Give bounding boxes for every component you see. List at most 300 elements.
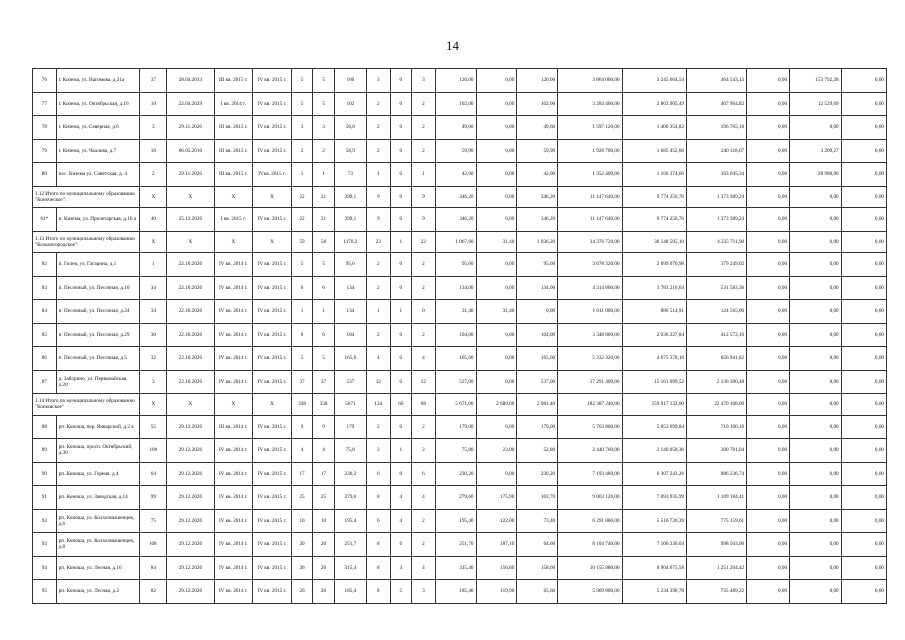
table-cell: 10: [313, 509, 334, 533]
table-cell: III кв. 2015 г.: [214, 69, 253, 93]
table-cell: 22: [412, 231, 436, 253]
table-cell: 0,00: [476, 139, 517, 163]
table-cell: 0,00: [790, 439, 842, 463]
table-cell: 22: [291, 186, 312, 208]
table-cell: 3: [412, 69, 436, 93]
table-cell: IV кв. 2014 г.: [214, 347, 253, 371]
table-cell: 1: [313, 300, 334, 324]
resettlement-registry-table: [32, 68, 887, 604]
table-cell: 156,80: [476, 556, 517, 580]
table-cell: IV кв. 2015 г.: [253, 116, 292, 140]
table-cell: X: [167, 394, 214, 416]
table-cell: 5: [291, 347, 312, 371]
subtotal-row: [33, 394, 887, 416]
table-cell: 3 209,27: [790, 139, 842, 163]
table-cell: 0: [390, 208, 411, 232]
table-cell: 11 147 640,00: [558, 208, 622, 232]
subtotal-label: 1.13 Итого по муниципальному образованию "Козьмогородское":: [33, 231, 140, 253]
table-cell: 0,00: [747, 439, 790, 463]
table-cell: 0,00: [747, 231, 790, 253]
table-cell: 5: [313, 253, 334, 277]
address-cell: рп. Коноша, пер. Январский, д.2 а: [56, 415, 140, 439]
table-cell: IV кв. 2015 г.: [253, 415, 292, 439]
table-cell: 1 011 080,00: [558, 300, 622, 324]
table-cell: 1 352 400,00: [558, 163, 622, 187]
table-cell: 29.12.2026: [167, 509, 214, 533]
table-cell: 49,60: [517, 116, 558, 140]
table-cell: 1 036,20: [517, 231, 558, 253]
table-cell: 886 236,74: [687, 462, 747, 486]
table-cell: 0: [390, 139, 411, 163]
table-cell: 2 699 070,98: [622, 253, 686, 277]
table-cell: 0: [390, 323, 411, 347]
address-cell: пос. Кизема ул. Советская, д. 4: [56, 163, 140, 187]
table-cell: 0,00: [517, 300, 558, 324]
table-cell: 300 701,64: [687, 439, 747, 463]
row-number-cell: 91: [33, 486, 57, 510]
table-cell: 2: [412, 253, 436, 277]
table-cell: 656 941,82: [687, 347, 747, 371]
table-cell: 346,20: [517, 186, 558, 208]
table-cell: 9: [412, 208, 436, 232]
table-cell: 2: [412, 116, 436, 140]
table-cell: 0,00: [841, 415, 886, 439]
table-cell: 37: [313, 370, 334, 394]
table-cell: 1 067,60: [435, 231, 476, 253]
table-cell: 2 863 905,49: [622, 92, 686, 116]
table-cell: 4: [412, 556, 436, 580]
table-cell: IV кв. 2015 г.: [253, 509, 292, 533]
table-cell: X: [214, 186, 253, 208]
table-cell: 2: [366, 323, 390, 347]
table-cell: 58,9: [334, 139, 366, 163]
table-cell: 21: [313, 208, 334, 232]
table-row: [33, 208, 887, 232]
table-cell: 165,60: [517, 347, 558, 371]
table-cell: 0,00: [841, 300, 886, 324]
table-cell: 0,00: [790, 253, 842, 277]
table-cell: 0,00: [841, 323, 886, 347]
row-number-cell: 83: [33, 276, 57, 300]
row-number-cell: 86: [33, 347, 57, 371]
table-cell: 3 348 800,00: [558, 323, 622, 347]
table-cell: 315,40: [435, 556, 476, 580]
table-row: [33, 116, 887, 140]
table-cell: 160: [334, 69, 366, 93]
table-cell: 0,00: [841, 462, 886, 486]
table-cell: IV кв. 2014 г.: [214, 509, 253, 533]
table-cell: 102,00: [517, 92, 558, 116]
table-cell: 2: [412, 92, 436, 116]
table-cell: 1 251 204,42: [687, 556, 747, 580]
table-cell: 11 147 640,00: [558, 186, 622, 208]
table-row: [33, 69, 887, 93]
table-cell: 26: [291, 556, 312, 580]
table-cell: 775 159,61: [687, 509, 747, 533]
table-cell: IV кв. 2014 г.: [214, 580, 253, 604]
table-cell: 1: [291, 300, 312, 324]
row-number-cell: 81*: [33, 208, 57, 232]
table-cell: 134: [334, 300, 366, 324]
table-cell: 4: [313, 439, 334, 463]
table-cell: 537: [334, 370, 366, 394]
table-cell: 2: [366, 139, 390, 163]
table-cell: IV кв. 2014 г.: [214, 556, 253, 580]
row-number-cell: 87: [33, 370, 57, 394]
table-row: [33, 300, 887, 324]
table-cell: IV кв. 2015 г.: [253, 439, 292, 463]
table-cell: 31,40: [435, 300, 476, 324]
table-cell: 134: [334, 276, 366, 300]
table-cell: 0,00: [790, 533, 842, 557]
address-cell: рп. Коноша, ул. Колхозмышенцев, д.6: [56, 509, 140, 533]
table-cell: 84: [140, 556, 167, 580]
table-cell: 0,00: [476, 415, 517, 439]
table-cell: 120,00: [435, 69, 476, 93]
table-cell: 22.10.2026: [167, 276, 214, 300]
table-cell: 0,00: [790, 116, 842, 140]
table-cell: 122,00: [476, 509, 517, 533]
table-row: [33, 580, 887, 604]
table-cell: 0,00: [747, 276, 790, 300]
table-cell: 0,00: [841, 509, 886, 533]
table-cell: III кв. 2014 г.: [214, 415, 253, 439]
table-cell: 1: [390, 439, 411, 463]
table-cell: 0,00: [790, 394, 842, 416]
table-cell: 9 003 120,00: [558, 486, 622, 510]
table-cell: 537,00: [517, 370, 558, 394]
row-number-cell: 88: [33, 415, 57, 439]
table-cell: 73,40: [517, 509, 558, 533]
table-cell: 2: [412, 509, 436, 533]
address-cell: п. Кизема, ул. Пролетарская, д.16 а: [56, 208, 140, 232]
table-cell: 0,00: [841, 533, 886, 557]
row-number-cell: 77: [33, 92, 57, 116]
table-cell: 0,00: [841, 394, 886, 416]
table-cell: 95,6: [334, 253, 366, 277]
table-cell: 0,00: [747, 462, 790, 486]
row-number-cell: 76: [33, 69, 57, 93]
table-cell: 1170,2: [334, 231, 366, 253]
table-cell: 0,00: [790, 486, 842, 510]
table-cell: 18: [140, 139, 167, 163]
table-cell: 0,00: [790, 300, 842, 324]
table-cell: 0,00: [841, 116, 886, 140]
table-cell: IVкв. 2015 г.: [253, 163, 292, 187]
table-cell: 5: [390, 580, 411, 604]
table-cell: 2: [412, 415, 436, 439]
table-cell: 95,60: [435, 253, 476, 277]
table-cell: 26: [313, 580, 334, 604]
table-cell: 0: [390, 462, 411, 486]
table-cell: 0,00: [841, 276, 886, 300]
table-cell: 0,00: [747, 486, 790, 510]
table-cell: 0,00: [841, 231, 886, 253]
table-cell: 42,00: [517, 163, 558, 187]
table-cell: IV кв. 2015 г.: [253, 276, 292, 300]
table-row: [33, 276, 887, 300]
table-cell: 22: [291, 208, 312, 232]
table-cell: 1: [412, 163, 436, 187]
table-cell: 5: [291, 92, 312, 116]
table-cell: 3: [366, 439, 390, 463]
table-cell: 0,00: [747, 556, 790, 580]
table-cell: 1: [390, 231, 411, 253]
table-cell: 124 565,06: [687, 300, 747, 324]
table-cell: 2 981,40: [517, 394, 558, 416]
table-cell: 5: [291, 253, 312, 277]
table-cell: 59,90: [435, 139, 476, 163]
table-cell: 2 130 300,48: [687, 370, 747, 394]
table-cell: 103,70: [517, 486, 558, 510]
table-cell: 99: [140, 486, 167, 510]
table-cell: 399,1: [334, 186, 366, 208]
table-cell: X: [140, 231, 167, 253]
table-cell: 2: [412, 439, 436, 463]
table-cell: 3: [140, 370, 167, 394]
table-cell: X: [140, 186, 167, 208]
table-cell: i08: [140, 533, 167, 557]
table-cell: 29.11.2026: [167, 163, 214, 187]
table-cell: 0,00: [841, 347, 886, 371]
table-cell: 3 864 000,00: [558, 69, 622, 93]
table-row: [33, 139, 887, 163]
table-cell: 0,00: [841, 580, 886, 604]
table-cell: 179,00: [435, 415, 476, 439]
table-cell: 102: [334, 92, 366, 116]
table-cell: 06.05.2010: [167, 139, 214, 163]
table-cell: 4 235 711,90: [687, 231, 747, 253]
table-cell: 2: [366, 116, 390, 140]
address-cell: д. Заборино, ул. Первомайская, д.20: [56, 370, 140, 394]
table-cell: 29.12.2026: [167, 533, 214, 557]
table-cell: 5 671,00: [435, 394, 476, 416]
table-cell: 346,20: [435, 186, 476, 208]
table-cell: 2: [140, 163, 167, 187]
table-cell: 119,90: [476, 580, 517, 604]
table-cell: 0,00: [790, 208, 842, 232]
table-cell: 0: [390, 163, 411, 187]
table-cell: 2 936 227,84: [622, 323, 686, 347]
table-cell: 3: [366, 69, 390, 93]
table-cell: 9: [313, 415, 334, 439]
table-cell: 26: [313, 556, 334, 580]
table-cell: 134: [366, 394, 390, 416]
table-cell: 66: [390, 394, 411, 416]
table-cell: 29.12.2026: [167, 556, 214, 580]
table-cell: 0,00: [747, 580, 790, 604]
table-cell: 7 106 236,04: [622, 533, 686, 557]
table-row: [33, 439, 887, 463]
table-cell: 8: [366, 556, 390, 580]
table-cell: 20: [313, 533, 334, 557]
table-cell: 8 904 675,58: [622, 556, 686, 580]
table-cell: 0: [412, 300, 436, 324]
table-cell: 12 529,69: [790, 92, 842, 116]
table-cell: 998 503,96: [687, 533, 747, 557]
table-cell: 5 053 699,84: [622, 415, 686, 439]
table-cell: 0,00: [747, 509, 790, 533]
table-cell: 0: [390, 370, 411, 394]
table-cell: 22.10.2026: [167, 347, 214, 371]
table-cell: IV кв. 2015 г.: [253, 462, 292, 486]
table-cell: 120,00: [517, 69, 558, 93]
table-cell: X: [253, 394, 292, 416]
table-cell: 0,00: [747, 253, 790, 277]
table-cell: 56,8: [334, 116, 366, 140]
table-cell: 20: [291, 533, 312, 557]
table-cell: 17: [291, 462, 312, 486]
row-number-cell: 92: [33, 509, 57, 533]
table-cell: 4: [291, 439, 312, 463]
table-cell: 0,00: [476, 186, 517, 208]
table-cell: 8 104 740,00: [558, 533, 622, 557]
table-cell: 2 440 760,00: [558, 439, 622, 463]
table-cell: 2 140 058,36: [622, 439, 686, 463]
table-cell: 0,00: [476, 163, 517, 187]
row-number-cell: 78: [33, 116, 57, 140]
table-cell: 251,7: [334, 533, 366, 557]
table-cell: 64: [140, 462, 167, 486]
table-cell: 0,00: [841, 139, 886, 163]
table-cell: 196 765,18: [687, 116, 747, 140]
table-cell: 3 284 400,00: [558, 92, 622, 116]
row-number-cell: 80: [33, 163, 57, 187]
table-cell: 0,00: [476, 208, 517, 232]
table-cell: 0,00: [790, 186, 842, 208]
table-row: [33, 347, 887, 371]
table-cell: 0,00: [476, 69, 517, 93]
table-cell: 1: [291, 163, 312, 187]
table-cell: 3: [291, 116, 312, 140]
table-cell: 30: [140, 323, 167, 347]
table-cell: 73: [334, 163, 366, 187]
table-cell: 175,90: [476, 486, 517, 510]
table-cell: 23,00: [476, 439, 517, 463]
table-cell: 37: [291, 370, 312, 394]
table-cell: 8: [366, 580, 390, 604]
table-cell: 32: [140, 347, 167, 371]
table-cell: 3: [140, 116, 167, 140]
table-cell: 8: [366, 533, 390, 557]
table-cell: X: [167, 186, 214, 208]
table-cell: 6 307 243,26: [622, 462, 686, 486]
table-cell: 34 376 720,00: [558, 231, 622, 253]
table-cell: 6: [291, 276, 312, 300]
table-cell: 64,60: [517, 533, 558, 557]
table-cell: 9: [366, 208, 390, 232]
table-cell: 12: [412, 370, 436, 394]
table-cell: 23: [366, 231, 390, 253]
table-cell: 28 980,00: [790, 163, 842, 187]
table-cell: 4 675 378,18: [622, 347, 686, 371]
table-cell: 0: [390, 186, 411, 208]
table-cell: 34: [140, 276, 167, 300]
table-cell: 0,00: [747, 415, 790, 439]
table-cell: III кв. 2015 г.: [214, 139, 253, 163]
table-cell: 65,60: [517, 580, 558, 604]
table-cell: 0,00: [841, 370, 886, 394]
table-cell: 3: [412, 580, 436, 604]
table-cell: 7 893 935,99: [622, 486, 686, 510]
table-cell: 0: [390, 347, 411, 371]
table-cell: 346,20: [435, 208, 476, 232]
table-cell: 5 332 320,00: [558, 347, 622, 371]
table-cell: 338: [313, 394, 334, 416]
table-cell: 251,70: [435, 533, 476, 557]
table-cell: 3: [313, 116, 334, 140]
table-cell: 29.12.2026: [167, 486, 214, 510]
table-cell: 1: [140, 253, 167, 277]
table-cell: 0: [390, 253, 411, 277]
table-cell: 6: [313, 276, 334, 300]
table-cell: 346,20: [517, 208, 558, 232]
table-cell: 5: [291, 69, 312, 93]
table-cell: 42,00: [435, 163, 476, 187]
table-cell: 165,60: [435, 347, 476, 371]
table-cell: 4: [412, 347, 436, 371]
table-cell: 2 689,60: [476, 394, 517, 416]
table-row: [33, 556, 887, 580]
table-cell: X: [214, 394, 253, 416]
table-cell: 0,00: [476, 323, 517, 347]
table-cell: 2: [313, 139, 334, 163]
table-cell: 0,00: [747, 533, 790, 557]
table-cell: 0,00: [747, 163, 790, 187]
table-cell: 230,20: [435, 462, 476, 486]
table-cell: 159 917 132,00: [622, 394, 686, 416]
table-cell: 0,00: [476, 253, 517, 277]
table-cell: 5: [313, 92, 334, 116]
table-cell: 158,60: [517, 556, 558, 580]
table-cell: 8: [366, 486, 390, 510]
table-cell: 735 489,22: [687, 580, 747, 604]
table-cell: 0,00: [747, 208, 790, 232]
table-cell: III кв. 2015 г.: [214, 116, 253, 140]
table-cell: 0,00: [747, 347, 790, 371]
table-cell: 0,00: [841, 253, 886, 277]
table-row: [33, 370, 887, 394]
table-cell: 464 543,13: [687, 69, 747, 93]
address-cell: г. Кизема, ул. Северная, д.6: [56, 116, 140, 140]
table-cell: 5: [313, 347, 334, 371]
table-cell: I кв. 2014 г.: [214, 92, 253, 116]
table-cell: 134,00: [517, 276, 558, 300]
address-cell: п. Песочный, ул. Песочная, д.10: [56, 276, 140, 300]
table-cell: 2: [291, 139, 312, 163]
table-cell: 0,00: [790, 276, 842, 300]
table-cell: X: [140, 394, 167, 416]
table-cell: IV кв. 2015 г.: [253, 208, 292, 232]
address-cell: п. Песочный, ул. Песочная, д.29: [56, 323, 140, 347]
table-cell: 0,00: [747, 139, 790, 163]
table-cell: 0,00: [747, 394, 790, 416]
table-cell: 104,00: [517, 323, 558, 347]
table-cell: 22.10.2026: [167, 323, 214, 347]
table-cell: 31,40: [476, 231, 517, 253]
table-cell: IV кв. 2014 г.: [214, 300, 253, 324]
table-cell: 3 078 320,00: [558, 253, 622, 277]
table-cell: 1 685 452,06: [622, 139, 686, 163]
table-cell: 0,00: [790, 462, 842, 486]
table-cell: 3 783 216,64: [622, 276, 686, 300]
table-cell: 0,00: [790, 580, 842, 604]
table-cell: 2: [366, 92, 390, 116]
table-cell: 195,4: [334, 509, 366, 533]
table-cell: IV кв. 2015 г.: [253, 533, 292, 557]
table-cell: 187,10: [476, 533, 517, 557]
address-cell: г. Кизема, ул. Октябрьская, д.16: [56, 92, 140, 116]
